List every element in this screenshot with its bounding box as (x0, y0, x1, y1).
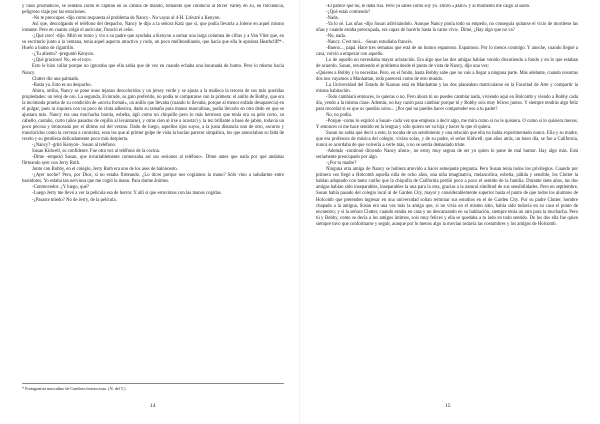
paragraph: -¿Qué gracioso! No, en el tuyo. (32, 58, 92, 64)
paragraph: Lo de aquello no necesitaba mayor aclaración. Era algo que las dos amigas habían venido discutiendo a fondo y en lo que estaban de acuerdo. Susan, resumiendo el problema desde el punto de vista de Nancy, dijo una vez: (316, 58, 578, 70)
paragraph: «Quieres a Bobby y lo necesitas. Pero, en el fondo, hasta Bobby sabe que no vais a llegar a ninguna parte. Más adelante, cuando nosotras dos nos vayamos a Manhattan, todo parecerá como de otro mundo. (316, 70, 578, 82)
paragraph: Susan no sabía qué decir a esto; la tocaba de un sentimiento y una relación que ella no había experimentado nunca. Ella y su madre, que era profesora de música del colegio, vivían solas, y de su padre, el señor Kidwell, que años atrás, un buen día, se fue a California, nunca se acordaba de que volvería a verle más, o no se sentía demasiado triste. (316, 130, 578, 149)
paragraph: -Ya lo sé. Las uñas -dijo Susan adivinándolo. Aunque Nancy ponía todo su empeño, no conseguía quitarse el vicio de morderse las uñas y cuando estaba preocupada, era capaz de hacerlo hasta la carne viva-. Dime, ¿Hay algo que no va? (316, 22, 578, 34)
paragraph: -Bueno..., papá. Hace tres semanas que está de un humor espantoso. Espantoso. Por lo menos conmigo. Y anoche, cuando llegué a casa, volvió a empezar con aquello. (316, 46, 578, 58)
paragraph: La Universidad del Estado de Kansas está en Manhattan y las dos planeaban matricularse en la Facultad de Arte y compartir la misma habitación. (316, 82, 578, 94)
paragraph: -No, nada. (326, 34, 346, 40)
page-number-right: 15 (445, 403, 451, 409)
paragraph: -Nada. (326, 16, 339, 22)
paragraph: -No te preocupes -dijo como respuesta al problema de Nancy-. No vayas al 4-H. Llévaré a Kenyon. (32, 16, 221, 22)
right-page (316, 4, 578, 400)
paragraph: Junto con Bobby, en el colegio, Jerry Roth era uno de los ases de baloncesto. (32, 167, 178, 173)
paragraph: -¿Pasaste miedo? No de Jerry, de la película. (32, 197, 117, 203)
paragraph: -Basta ya. Esto es un despacho. (32, 82, 92, 88)
paragraph: -Todo cambiará entonces, lo quieras o no. Pero ahora tú no puedes cambiar nada, viviendo aquí en Holcomb y viendo a Bobby cada día, yendo a la misma clase. Además, no hay razón para cambiar porque tú y Bobby sois muy felices juntos. Y siempre tendrás algo feliz para recordar si es que os quedáis solos... ¿Por qué no puedes hacer comprender eso a tu padre? (316, 94, 578, 112)
page-number-left: 14 (150, 403, 156, 409)
paragraph: Clutter dio una palmada. (32, 76, 79, 82)
paragraph: -Porque -como lo explicó a Susan- cada vez que empiezo a decir algo, me mira como si no le quisiera. O como si lo quisiera menos. Y entonces ni me hace sentido en la lengua y sólo quiero ser su hija y hacer lo que él quiera. (316, 118, 578, 130)
paragraph: -¿Ayer noche? Pero, por Dios, si no estaba flirteando. ¿Lo dices porque nos cogíamos la mano? Sólo vino a saludarme entre bastidores. Yo estaba tan nerviosa que me cogió la mano. Para darme ánimos. (22, 173, 284, 185)
paragraph: -Además -continuó diciendo Nancy ahora-, no estoy muy segura de ser yo quien lo pone de mal humor. Hay algo más. Está seriamente preocupado por algo. (316, 149, 578, 161)
footnote: * Protagonista masculino de Cumbres borrascosas. (N. del T.) (22, 383, 284, 391)
paragraph: Esto le hizo callar porque no ignoraba que ella sabía que de vez en cuando echaba una bocanada de humo. Pero lo mismo hacía Nancy. (22, 64, 284, 76)
paragraph: -El parece que no, le daba risa. Pero ya sabes cómo soy yo. Dicen «¡Bah!» y al momento me caigo al suelo. (326, 4, 531, 9)
paragraph: Susan Kidwell, su confidente. Fue otra vez al teléfono de la cocina. (32, 149, 160, 155)
paragraph: -Nancy. C'est moi... -Susan estudiaba francés. (326, 40, 413, 46)
page-gutter (299, 0, 300, 424)
paragraph: No, no podía. (326, 112, 352, 118)
paragraph: -¿Qué raro! -dijo. Miró en torno y vio a su padre que ayudaba a Kenyon a sumar una larga columna de cifras y a Van Vliet que, en su escritorio junto a la ventana, tenía aquel aspecto atractivo y rudo, un poco melibondiando, que hacía que ella le apodara Heathcliff*-. Huelo a humo de cigarrillo. (22, 34, 284, 52)
paragraph: Ninguna otra amiga de Nancy se hubiera atrevido a hacer semejante pregunta. Pero Susan tenía todos los privilegios. Cuando por primera vez llegó a Holcomb aquella niña de ocho años, una niña imaginativa, melancólica, esbelta, pálida y sensible, los Clutter la habían adoptado con tanto cariño que la chiquilla de California perdió poco a poco el sentido de la familia. Durante siete años, las dos amigas habían sido inseparables, inseparables la una para la otra, gracias a la natural similitud de sus sensibilidades. Pero en septiembre, Susan había pasado del colegio local al de Garden City, mayor y considerablemente superior hasta el punto de que todos los alumnos de Holcomb que pretenden ingresar en una universidad solían terminar sus estudios en el de Garden City. Por su padre Clutter, hombre chapado a la antigua, Susan era una vez más la amiga que, si no vivía en el mismo sitio, había sido todavía en su casa el punto de encuentro; y si la señora Clutter, cuando estaba en casa y no descansando en su habitación, siempre tenía un rato para la muchacha. Pero tú y Bobby, como se decía a los amigos íntimos, sois muy felices y ella se quedaba a tu lado en todo sentido. De los dos ella fue quien siempre tuvo que conformarse y seguir, aunque por lo menos algo la movían todavía las costumbres y los amigos de Holcomb. (316, 167, 578, 227)
paragraph: -¿Qué estás comiendo? (326, 10, 371, 16)
paragraph: -Luego Jerry me llevó a ver la película esa de horror. Y allí sí que estuvimos con las manos cogidas. (32, 191, 222, 197)
left-page (22, 4, 284, 400)
paragraph: -Dime -empezó Susan, que invariablemente comenzaba así sus sesiones al teléfono-. Dime antes que nada por qué andabas flirteando ayer con Jerry Roth. (22, 155, 284, 167)
paragraph: y unos prismáticos, se sentaba como el capitán en su cabina de mando, tomando que conducía al River Valley en su, en frecuencia, peligroso viaje por las estaciones. (22, 4, 284, 16)
paragraph: -¿Nancy? -gritó Kenyon-. Susan al teléfono. (32, 143, 117, 149)
paragraph: Ahora, arriba, Nancy se pone unos tejanos descoloridos y un jersey verde y se ajusta a la muñeca la tercera de sus más queridas propiedades: un reloj de oro. La segunda, Evinrude, su gato preferido, no podía ni compararse con la primera: el anillo de Bobby, que era la incómoda prueba de su condición de «novia formal», un anillo que llevaba (cuando lo llevaba, porque al menor enfado desaparecía) en el pulgar, pues ni siquiera con un poco de cinta adhesiva, dado su tamaño para manos masculinas, podía llevarlo en otro dedo en que se ajustara más. Nancy era una muchacha bonita, esbelta, ágil como un chiquillo pero lo más hermoso que tenía era su pelo corto, su cabello, castaño, corto (años pasados de cepillo al levantarse), y otras cien al irse a acostar) y la tez brillante a base de jabón, todavía un poco pecosa y bronceada por el último sol del verano. Dado de luego, aquellos ojos suyos, a la justa distancia uno de otro, oscuros y translúcidos como la cerveza a contraluz, eran los que al primer golpe de vista la hacían parecer simpática, los que anunciaban su falta de recelo y su gentileza delicadamente poco más despierta. (22, 88, 284, 143)
paragraph: -¿Tu aliento? -preguntó Kenyon. (32, 52, 95, 58)
paragraph: -¿Por tu madre? (326, 161, 357, 167)
paragraph: Así que, descolgando el teléfono del despacho, Nancy le dijo a la señora Katz que sí, que podía llevarla a Jolene en aquel mismo instante. Pero en cuanto colgó el auricular, frunció el ceño. (22, 22, 284, 34)
paragraph: -Conmovedor. ¿Y luego, qué? (32, 185, 89, 191)
